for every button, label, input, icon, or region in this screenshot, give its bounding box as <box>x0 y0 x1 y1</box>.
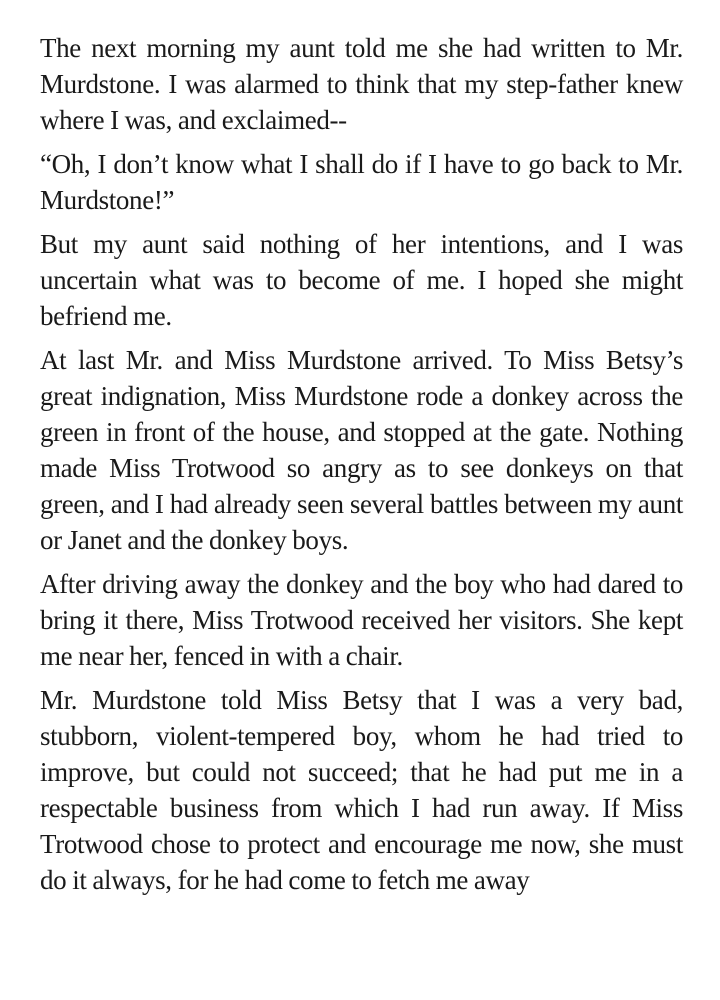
paragraph-visitors-received: After driving away the donkey and the boy who had dared to bring it there, Miss Trotwood received her visitors. She kept me near her, fenced in with a chair. <box>40 569 683 671</box>
paragraph-murdstones-arrive: At last Mr. and Miss Murdstone arrived. To Miss Betsy’s great indignation, Miss Murdstone rode a donkey across the green in front of the house, and stopped at the gate. Nothing made Miss Trotwood so angry as to see donkeys on that green, and I had already seen several battles between my aunt or Janet and the donkey boys. <box>40 345 683 555</box>
paragraph-aunt-intentions: But my aunt said nothing of her intentions, and I was uncertain what was to become of me. I hoped she might befriend me. <box>40 229 683 331</box>
book-page-text <box>40 30 683 898</box>
paragraph-exclamation: “Oh, I don’t know what I shall do if I have to go back to Mr. Murdstone!” <box>40 149 683 215</box>
paragraph-aunt-wrote-letter: The next morning my aunt told me she had written to Mr. Murdstone. I was alarmed to think that my step-father knew where I was, and exclaimed-- <box>40 33 683 135</box>
paragraph-murdstone-complaint: Mr. Murdstone told Miss Betsy that I was a very bad, stubborn, violent-tempered boy, whom he had tried to improve, but could not succeed; that he had put me in a respectable business from which I had run away. If Miss Trotwood chose to protect and encourage me now, she must do it always, for he had come to fetch me away <box>40 685 683 895</box>
